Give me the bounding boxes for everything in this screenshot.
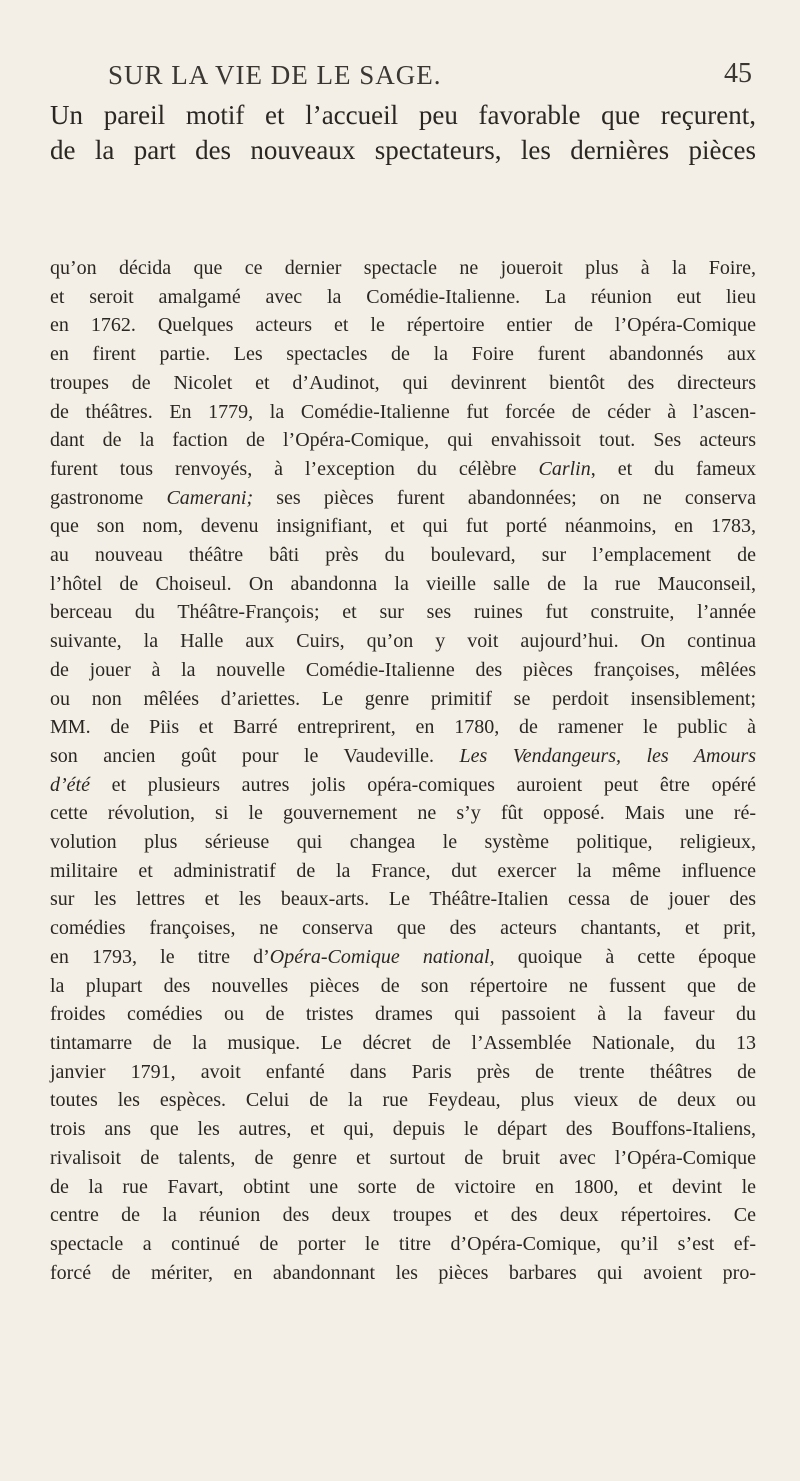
text-line: forcé de mériter, en abandonnant les pièces barbares qui avoient pro-: [50, 1261, 756, 1284]
text-segment: quoique à cette époque: [494, 945, 756, 968]
italic-name-camerani: Camerani;: [166, 486, 254, 509]
running-title: SUR LA VIE DE LE SAGE.: [108, 60, 442, 90]
text-line: que son nom, devenu insignifiant, et qui fut porté néanmoins, en 1783,: [50, 515, 756, 538]
text-segment: et plusieurs autres jolis opéra-comiques auroient peut être opéré: [89, 773, 756, 796]
text-line: de théâtres. En 1779, la Comédie-Italienne fut forcée de céder à l’ascen-: [50, 400, 756, 423]
text-line: [50, 771, 756, 800]
text-line: trois ans que les autres, et qui, depuis le départ des Bouffons-Italiens,: [50, 1118, 756, 1141]
text-line: rivalisoit de talents, de genre et surtout de bruit avec l’Opéra-Comique: [50, 1146, 756, 1169]
text-line: au nouveau théâtre bâti près du boulevard, sur l’emplacement de: [50, 544, 756, 567]
text-line: en 1762. Quelques acteurs et le répertoire entier de l’Opéra-Comique: [50, 314, 756, 337]
text-segment: furent tous renvoyés, à l’exception du célèbre: [50, 457, 517, 480]
text-line: cette révolution, si le gouvernement ne s’y fût opposé. Mais une ré-: [50, 802, 756, 825]
italic-title-vendangeurs: Les Vendangeurs, les Amours: [459, 744, 757, 767]
italic-title-opera-national: Opéra-Comique national,: [269, 945, 495, 968]
text-line: MM. de Piis et Barré entreprirent, en 1780, de ramener le public à: [50, 716, 756, 739]
text-line: spectacle a continué de porter le titre d’Opéra-Comique, qu’il s’est ef-: [50, 1232, 756, 1255]
page-header: [52, 60, 752, 92]
text-line: froides comédies ou de tristes drames qui passoient à la faveur du: [50, 1003, 756, 1026]
text-line: la plupart des nouvelles pièces de son répertoire ne fussent que de: [50, 974, 756, 997]
text-line: qu’on décida que ce dernier spectacle ne joueroit plus à la Foire,: [50, 257, 756, 279]
text-line: toutes les espèces. Celui de la rue Feydeau, plus vieux de deux ou: [50, 1089, 756, 1112]
text-line: et seroit amalgamé avec la Comédie-Italienne. La réunion eut lieu: [50, 285, 756, 308]
page-number: 45: [724, 58, 752, 89]
text-line: militaire et administratif de la France, dut exercer la même influence: [50, 859, 756, 882]
text-segment: gastronome: [50, 486, 144, 509]
text-line: [50, 943, 756, 972]
text-line: centre de la réunion des deux troupes et des deux répertoires. Ce: [50, 1204, 756, 1227]
text-line: l’hôtel de Choiseul. On abandonna la vieille salle de la rue Mauconseil,: [50, 572, 756, 595]
text-line: comédies françoises, ne conserva que des acteurs chantants, et prit,: [50, 917, 756, 940]
text-line: dant de la faction de l’Opéra-Comique, qui envahissoit tout. Ses acteurs: [50, 429, 756, 452]
italic-title-ete: d’été: [50, 773, 90, 796]
text-line: suivante, la Halle aux Cuirs, qu’on y voit aujourd’hui. On continua: [50, 630, 756, 653]
text-segment: son ancien goût pour le Vaudeville.: [50, 744, 435, 767]
italic-name-carlin: Carlin: [538, 457, 591, 480]
text-line: sur les lettres et les beaux-arts. Le Théâtre-Italien cessa de jouer des: [50, 888, 756, 911]
text-line: volution plus sérieuse qui changea le système politique, religieux,: [50, 831, 756, 854]
text-line: janvier 1791, avoit enfanté dans Paris près de trente théâtres de: [50, 1060, 756, 1083]
text-line: de jouer à la nouvelle Comédie-Italienne des pièces françoises, mêlées: [50, 658, 756, 681]
body-paragraph: [50, 254, 756, 1287]
text-line: [50, 484, 756, 513]
text-line: en firent partie. Les spectacles de la Foire furent abandonnés aux: [50, 343, 756, 366]
text-line: [50, 742, 756, 771]
text-segment: ses pièces furent abandonnées; on ne conserva: [253, 486, 757, 509]
text-line: berceau du Théâtre-François; et sur ses ruines fut construite, l’année: [50, 601, 756, 624]
text-segment: en 1793, le titre d’: [50, 945, 270, 968]
text-line: tintamarre de la musique. Le décret de l’Assemblée Nationale, du 13: [50, 1031, 756, 1054]
text-line: troupes de Nicolet et d’Audinot, qui devinrent bientôt des directeurs: [50, 371, 756, 394]
text-line: de la rue Favart, obtint une sorte de victoire en 1800, et devint le: [50, 1175, 756, 1198]
text-line: ou non mêlées d’ariettes. Le genre primitif se perdoit insensiblement;: [50, 687, 756, 710]
text-line: [50, 455, 756, 484]
lead-paragraph: [50, 98, 756, 168]
lead-line: Un pareil motif et l’accueil peu favorable que reçurent,: [50, 100, 756, 130]
lead-line: de la part des nouveaux spectateurs, les dernières pièces: [50, 135, 756, 165]
text-segment: , et du fameux: [590, 457, 756, 480]
